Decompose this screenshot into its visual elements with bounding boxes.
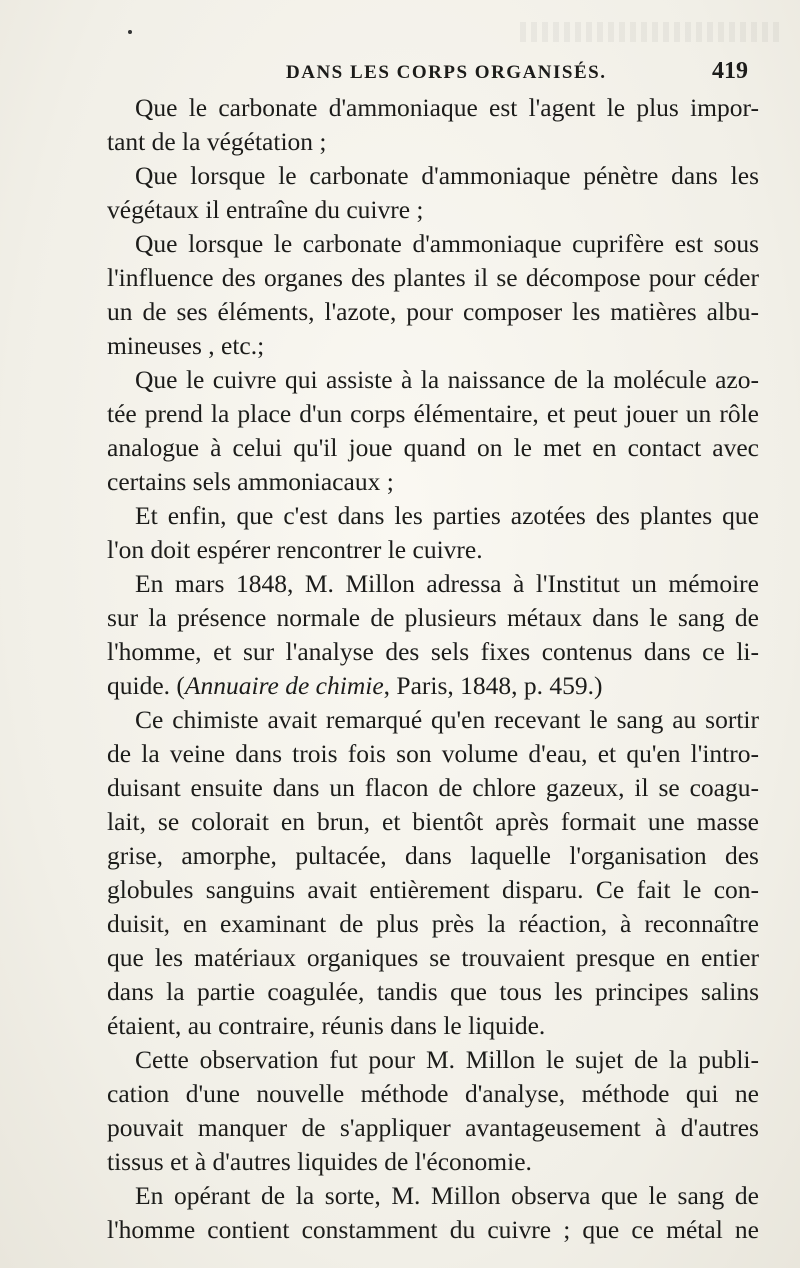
text-line: cation d'une nouvelle méthode d'analyse, méthode qui ne bbox=[107, 1079, 759, 1108]
text-line: Que le cuivre qui assiste à la naissance de la molécule azo- bbox=[135, 365, 759, 394]
running-head: DANS LES CORPS ORGANISÉS. bbox=[286, 62, 607, 83]
text-line: Que lorsque le carbonate d'ammoniaque cuprifère est sous bbox=[135, 229, 759, 258]
text-line: pouvait manquer de s'appliquer avantageusement à d'autres bbox=[107, 1113, 759, 1142]
text-line: globules sanguins avait entièrement disparu. Ce fait le con- bbox=[107, 875, 759, 904]
text-line: l'on doit espérer rencontrer le cuivre. bbox=[107, 535, 483, 564]
page-header bbox=[108, 58, 760, 88]
ink-speck bbox=[128, 30, 132, 34]
text-line: grise, amorphe, pultacée, dans laquelle l'organisation des bbox=[107, 841, 759, 870]
text-line: l'homme contient constamment du cuivre ; que ce métal ne bbox=[107, 1215, 759, 1244]
text-line: analogue à celui qu'il joue quand on le met en contact avec bbox=[107, 433, 759, 462]
text-line: lait, se colorait en brun, et bientôt après formait une masse bbox=[107, 807, 759, 836]
text-line: Cette observation fut pour M. Millon le sujet de la publi- bbox=[135, 1045, 759, 1074]
text-line: végétaux il entraîne du cuivre ; bbox=[107, 195, 424, 224]
text-line: duisit, en examinant de plus près la réaction, à reconnaître bbox=[107, 909, 759, 938]
page-number: 419 bbox=[712, 58, 748, 84]
text-line: Et enfin, que c'est dans les parties azotées des plantes que bbox=[135, 501, 759, 530]
text-line: l'influence des organes des plantes il se décompose pour céder bbox=[107, 263, 759, 292]
text-line: duisant ensuite dans un flacon de chlore gazeux, il se coagu- bbox=[107, 773, 759, 802]
text-line: tée prend la place d'un corps élémentaire, et peut jouer un rôle bbox=[107, 399, 759, 428]
text-line: un de ses éléments, l'azote, pour composer les matières albu- bbox=[107, 297, 759, 326]
text-line: quide. (Annuaire de chimie, Paris, 1848, p. 459.) bbox=[107, 671, 603, 700]
text-line: Que le carbonate d'ammoniaque est l'agent le plus impor- bbox=[135, 93, 759, 122]
text-line: tissus et à d'autres liquides de l'économie. bbox=[107, 1147, 532, 1176]
text-line: Ce chimiste avait remarqué qu'en recevant le sang au sortir bbox=[135, 705, 759, 734]
text-line: En opérant de la sorte, M. Millon observa que le sang de bbox=[135, 1181, 759, 1210]
text-line: mineuses , etc.; bbox=[107, 331, 265, 360]
text-line: tant de la végétation ; bbox=[107, 127, 327, 156]
text-line: En mars 1848, M. Millon adressa à l'Institut un mémoire bbox=[135, 569, 759, 598]
text-line: de la veine dans trois fois son volume d'eau, et qu'en l'intro- bbox=[107, 739, 759, 768]
text-line: l'homme, et sur l'analyse des sels fixes contenus dans ce li- bbox=[107, 637, 759, 666]
text-line: que les matériaux organiques se trouvaient presque en entier bbox=[107, 943, 759, 972]
text-line: sur la présence normale de plusieurs métaux dans le sang de bbox=[107, 603, 759, 632]
text-line: Que lorsque le carbonate d'ammoniaque pénètre dans les bbox=[135, 161, 759, 190]
text-line: étaient, au contraire, réunis dans le liquide. bbox=[107, 1011, 546, 1040]
bleed-through-text bbox=[520, 22, 780, 42]
text-line: certains sels ammoniacaux ; bbox=[107, 467, 394, 496]
italic-title: Annuaire de chimie bbox=[184, 671, 384, 700]
body-text bbox=[107, 91, 759, 1247]
text-line: dans la partie coagulée, tandis que tous les principes salins bbox=[107, 977, 759, 1006]
